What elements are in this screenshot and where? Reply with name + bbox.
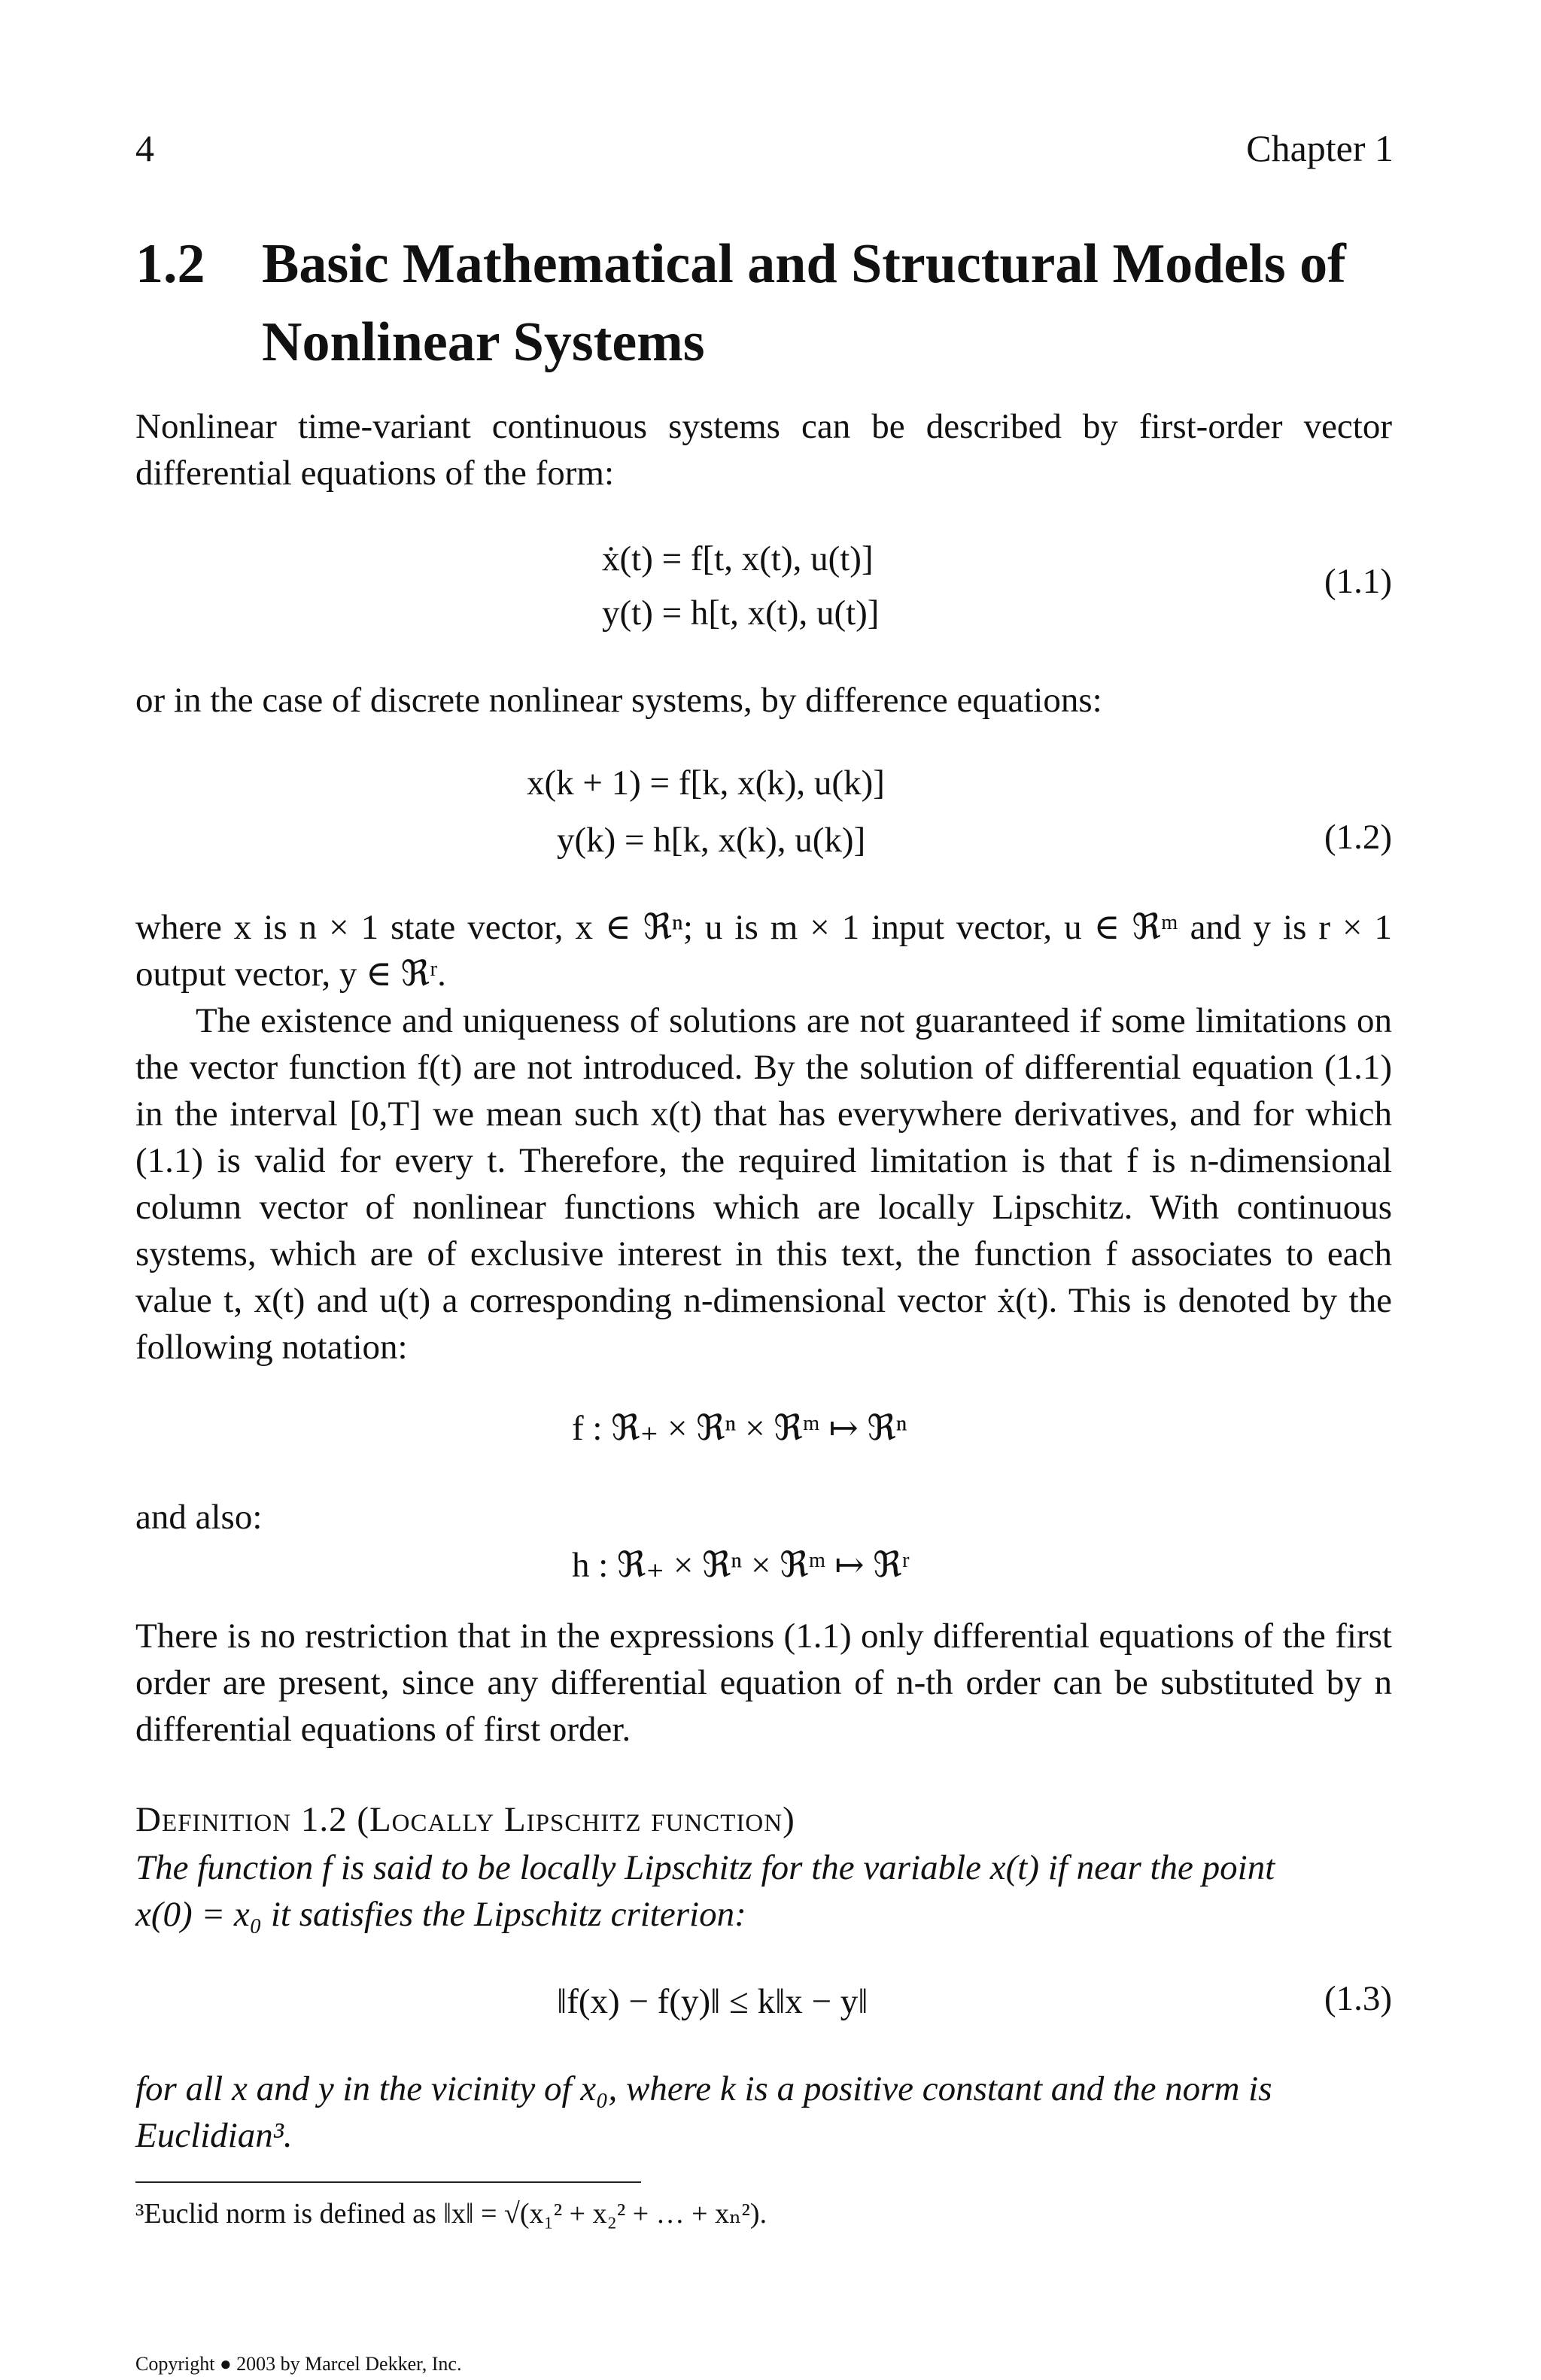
definition-after-line1: for all x and y in the vicinity of x₀, where k is a positive constant and the norm is <box>135 2069 1272 2108</box>
paragraph-existence-text: The existence and uniqueness of solutions are not guaranteed if some limitations on the vector function f(t) are not introduced. By the solution of differential equation (1.1) in the interval [0,T] we mean such x(t) that has everywhere derivatives, and for which (1.1) is valid for every t. Therefore, the required limitation is that f is n-dimensional column vector of nonlinear functions which are locally Lipschitz. With continuous systems, which are of exclusive interest in this text, the function f associates to each value t, x(t) and u(t) a corresponding n-dimensional vector ẋ(t). This is denoted by the following notation: <box>135 1001 1392 1367</box>
paragraph-restriction: There is no restriction that in the expressions (1.1) only differential equations of the first order are present, since any differential equation of n-th order can be substituted by n differential equations of first order. <box>135 1617 1392 1749</box>
paragraph-and-also: and also: <box>135 1498 263 1537</box>
definition-line1: The function f is said to be locally Lipschitz for the variable x(t) if near the point <box>135 1848 1275 1887</box>
page-number: 4 <box>135 127 154 169</box>
section-title-line2: Nonlinear Systems <box>262 311 705 373</box>
mapping-h: h : ℜ₊ × ℜⁿ × ℜᵐ ↦ ℜʳ <box>572 1546 910 1585</box>
paragraph-discrete: or in the case of discrete nonlinear systems, by difference equations: <box>135 681 1102 720</box>
mapping-f: f : ℜ₊ × ℜⁿ × ℜᵐ ↦ ℜⁿ <box>572 1409 907 1448</box>
equation-1-3: ‖f(x) − f(y)‖ ≤ k‖x − y‖ <box>557 1982 868 2021</box>
paragraph-existence <box>135 997 1392 1371</box>
running-header-chapter: Chapter 1 <box>1246 127 1394 169</box>
section-title-line1: Basic Mathematical and Structural Models of <box>262 233 1346 295</box>
equation-1-1-line2: y(t) = h[t, x(t), u(t)] <box>602 593 880 633</box>
equation-1-2-line1: x(k + 1) = f[k, x(k), u(k)] <box>527 763 885 803</box>
equation-number-1-2: (1.2) <box>1324 818 1392 857</box>
footnote: ³Euclid norm is defined as ‖x‖ = √(x₁² + x₂² + … + xₙ²). <box>135 2198 767 2230</box>
footnote-rule <box>135 2181 641 2183</box>
definition-line2: x(0) = x₀ it satisfies the Lipschitz criterion: <box>135 1895 746 1934</box>
copyright-line: Copyright ● 2003 by Marcel Dekker, Inc. <box>135 2353 462 2375</box>
equation-number-1-3: (1.3) <box>1324 1979 1392 2018</box>
definition-after-line2: Euclidian³. <box>135 2116 293 2155</box>
equation-number-1-1: (1.1) <box>1324 562 1392 601</box>
equation-1-2-line2: y(k) = h[k, x(k), u(k)] <box>557 821 866 860</box>
section-number: 1.2 <box>135 233 205 295</box>
paragraph-where: where x is n × 1 state vector, x ∈ ℜⁿ; u is m × 1 input vector, u ∈ ℜᵐ and y is r × 1 output vector, y ∈ ℜʳ. <box>135 908 1392 994</box>
paragraph-intro: Nonlinear time-variant continuous systems can be described by first-order vector differential equations of the form: <box>135 407 1392 493</box>
equation-1-1-line1: ẋ(t) = f[t, x(t), u(t)] <box>602 539 874 578</box>
definition-heading: Definition 1.2 (Locally Lipschitz function) <box>135 1800 795 1839</box>
